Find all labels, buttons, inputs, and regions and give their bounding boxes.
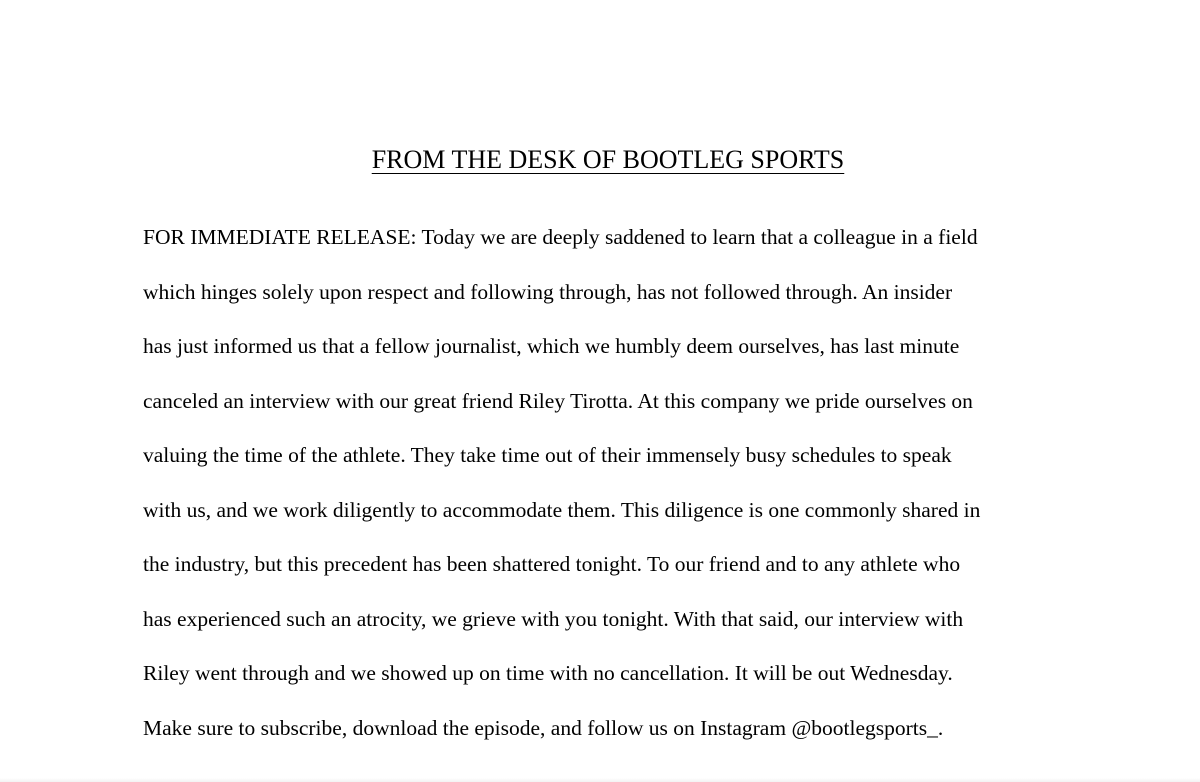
body-line-1: FOR IMMEDIATE RELEASE: Today we are deeply saddened to learn that a colleague in a field: [143, 225, 978, 249]
body-line-2: which hinges solely upon respect and following through, has not followed through. An insider: [143, 280, 953, 304]
body-line-9: Riley went through and we showed up on time with no cancellation. It will be out Wednesday.: [143, 661, 953, 685]
body-line-3: has just informed us that a fellow journalist, which we humbly deem ourselves, has last minute: [143, 334, 960, 358]
body-line-8: has experienced such an atrocity, we grieve with you tonight. With that said, our interview with: [143, 607, 964, 631]
body-line-5: valuing the time of the athlete. They take time out of their immensely busy schedules to speak: [143, 443, 952, 467]
page-bottom-edge: [0, 778, 1200, 782]
body-line-7: the industry, but this precedent has been shattered tonight. To our friend and to any athlete who: [143, 552, 961, 576]
document-title: FROM THE DESK OF BOOTLEG SPORTS: [371, 145, 845, 174]
body-line-6: with us, and we work diligently to accommodate them. This diligence is one commonly shared in: [143, 498, 981, 522]
body-line-4: canceled an interview with our great friend Riley Tirotta. At this company we pride ourselves on: [143, 389, 973, 413]
body-line-10: Make sure to subscribe, download the episode, and follow us on Instagram @bootlegsports_.: [143, 716, 944, 740]
